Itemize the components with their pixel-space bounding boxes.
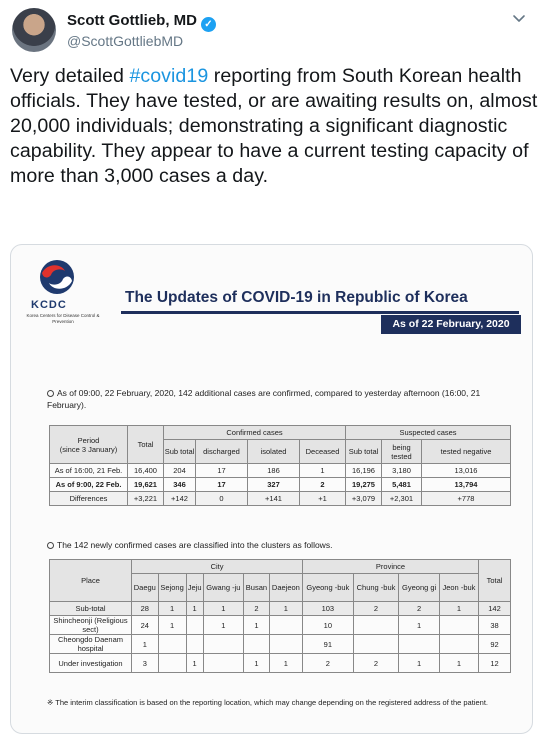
table-cell — [186, 616, 203, 635]
period-label: Period — [77, 435, 100, 445]
table-cell: Shincheonji (Religious sect) — [50, 616, 132, 635]
suspected-group-header: Suspected cases — [346, 426, 511, 440]
table-cell: 0 — [196, 492, 248, 506]
confirmed-group-header: Confirmed cases — [164, 426, 346, 440]
table-cell: 17 — [196, 464, 248, 478]
col-daejeon: Daejeon — [269, 574, 302, 602]
table-cell — [186, 635, 203, 654]
table-cell: 2 — [300, 478, 346, 492]
province-group-header: Province — [303, 560, 479, 574]
table-cell: 91 — [303, 635, 354, 654]
col-discharged: discharged — [196, 440, 248, 464]
table-cell: 5,481 — [382, 478, 422, 492]
table-cell — [244, 635, 270, 654]
kcdc-logo — [23, 255, 100, 330]
table-cell: 1 — [203, 602, 243, 616]
table-cell: Under investigation — [50, 654, 132, 673]
bullet-circle-icon — [47, 542, 54, 549]
table-row — [50, 635, 511, 654]
col-chungbuk: Chung -buk — [353, 574, 399, 602]
col-gyeongbuk: Gyeong -buk — [303, 574, 354, 602]
table-cell — [399, 635, 440, 654]
table-cell: 3,180 — [382, 464, 422, 478]
table-row — [50, 602, 511, 616]
tweet-text-start: Very detailed — [10, 65, 130, 87]
cluster-total-header: Total — [479, 560, 511, 602]
table-cell: 16,400 — [128, 464, 164, 478]
table-row — [50, 478, 511, 492]
table-cell — [439, 616, 478, 635]
kcdc-logo-subtext: Korea Centers for Disease Control & Prevention — [26, 313, 100, 324]
confirmed-cases-table — [49, 425, 511, 506]
bullet-circle-icon — [47, 390, 54, 397]
col-gyeonggi: Gyeong gi — [399, 574, 440, 602]
table-cell: +1 — [300, 492, 346, 506]
table-cell: 1 — [269, 602, 302, 616]
table-row — [50, 492, 511, 506]
author-handle[interactable]: @ScottGottliebMD — [67, 33, 184, 49]
table-cell: 186 — [248, 464, 300, 478]
chevron-down-icon[interactable] — [511, 10, 527, 26]
table-cell: 17 — [196, 478, 248, 492]
table-cell — [269, 616, 302, 635]
tweet-text-rest: reporting from South Korean health officials. They have tested, or are awaiting results on, almost 20,000 individuals; demonstrating a significant diagnostic capability. They appear to have a current testing capacity of more than 3,000 cases a day. — [10, 65, 538, 187]
kcdc-emblem-icon — [39, 259, 75, 295]
table-cell: +141 — [248, 492, 300, 506]
table-cell: 1 — [439, 654, 478, 673]
table-cell: 10 — [303, 616, 354, 635]
footnote: ※ The interim classification is based on the reporting location, which may change depending on the registered address of the patient. — [47, 698, 488, 707]
table-cell: 1 — [399, 616, 440, 635]
col-isolated: isolated — [248, 440, 300, 464]
table-cell: 24 — [132, 616, 159, 635]
table-cell — [353, 616, 399, 635]
place-header: Place — [50, 560, 132, 602]
table-row — [50, 464, 511, 478]
avatar[interactable] — [12, 8, 56, 52]
table-cell: 2 — [399, 602, 440, 616]
col-gwangju: Gwang -ju — [203, 574, 243, 602]
title-divider — [121, 311, 519, 314]
period-sublabel: (since 3 January) — [59, 444, 118, 454]
table-cell — [269, 635, 302, 654]
total-header: Total — [128, 426, 164, 464]
col-suspected-subtotal: Sub total — [346, 440, 382, 464]
table-cell: Sub-total — [50, 602, 132, 616]
table-cell: 2 — [353, 602, 399, 616]
table-cell: 103 — [303, 602, 354, 616]
table-cell: 13,794 — [422, 478, 511, 492]
hashtag-link[interactable]: #covid19 — [129, 65, 209, 87]
note-additional-cases — [47, 387, 517, 411]
table-cell: Differences — [50, 492, 128, 506]
table-cell: 16,196 — [346, 464, 382, 478]
table-cell: 12 — [479, 654, 511, 673]
table-cell — [203, 635, 243, 654]
table-cell: 1 — [186, 654, 203, 673]
table-cell — [158, 654, 186, 673]
col-deceased: Deceased — [300, 440, 346, 464]
table-cell: 1 — [244, 654, 270, 673]
table-cell: As of 16:00, 21 Feb. — [50, 464, 128, 478]
as-of-date: As of 22 February, 2020 — [381, 315, 521, 334]
kcdc-logo-text: KCDC — [31, 299, 67, 311]
table-row — [50, 654, 511, 673]
table-cell: 19,621 — [128, 478, 164, 492]
note-additional-cases-text: As of 09:00, 22 February, 2020, 142 additional cases are confirmed, compared to yesterday afternoon (16:00, 21 February). — [47, 388, 481, 410]
table-cell: 1 — [158, 602, 186, 616]
table-cell: 2 — [303, 654, 354, 673]
table-cell: 1 — [269, 654, 302, 673]
cluster-table — [49, 559, 511, 673]
table-cell: 1 — [158, 616, 186, 635]
table-cell: +3,221 — [128, 492, 164, 506]
col-sejong: Sejong — [158, 574, 186, 602]
table-cell: 3 — [132, 654, 159, 673]
table-cell: 19,275 — [346, 478, 382, 492]
table-cell: 13,016 — [422, 464, 511, 478]
table-cell: 1 — [300, 464, 346, 478]
col-jeonbuk: Jeon -buk — [439, 574, 478, 602]
table-cell — [158, 635, 186, 654]
table-cell: As of 9:00, 22 Feb. — [50, 478, 128, 492]
col-jeju: Jeju — [186, 574, 203, 602]
tweet-media-image[interactable] — [10, 244, 533, 734]
table-cell — [203, 654, 243, 673]
table-cell: +3,079 — [346, 492, 382, 506]
update-title: The Updates of COVID-19 in Republic of Korea — [125, 289, 468, 306]
author-name-text[interactable]: Scott Gottlieb, MD — [67, 12, 197, 29]
col-daegu: Daegu — [132, 574, 159, 602]
col-confirmed-subtotal: Sub total — [164, 440, 196, 464]
table-cell: +142 — [164, 492, 196, 506]
table-cell: 1 — [399, 654, 440, 673]
table-cell: +2,301 — [382, 492, 422, 506]
col-tested-negative: tested negative — [422, 440, 511, 464]
city-group-header: City — [132, 560, 303, 574]
table-cell: 142 — [479, 602, 511, 616]
col-being-tested: being tested — [382, 440, 422, 464]
note-clusters — [47, 539, 517, 551]
table-cell — [439, 635, 478, 654]
note-clusters-text: The 142 newly confirmed cases are classified into the clusters as follows. — [57, 540, 333, 550]
table-cell: 1 — [244, 616, 270, 635]
table-row — [50, 616, 511, 635]
table-cell: 1 — [203, 616, 243, 635]
table-cell: 1 — [439, 602, 478, 616]
table-cell: Cheongdo Daenam hospital — [50, 635, 132, 654]
table-cell: 2 — [244, 602, 270, 616]
table-cell: 346 — [164, 478, 196, 492]
verified-badge-icon: ✓ — [201, 17, 216, 32]
tweet-header — [10, 6, 533, 56]
table-cell: 327 — [248, 478, 300, 492]
period-header — [50, 426, 128, 464]
table-cell: 28 — [132, 602, 159, 616]
table-cell: 2 — [353, 654, 399, 673]
table-cell: 92 — [479, 635, 511, 654]
table-cell: +778 — [422, 492, 511, 506]
table-cell: 1 — [186, 602, 203, 616]
tweet-text — [10, 64, 538, 189]
table-cell: 1 — [132, 635, 159, 654]
table-cell: 204 — [164, 464, 196, 478]
author-name[interactable] — [67, 12, 216, 32]
table-cell: 38 — [479, 616, 511, 635]
col-busan: Busan — [244, 574, 270, 602]
table-cell — [353, 635, 399, 654]
